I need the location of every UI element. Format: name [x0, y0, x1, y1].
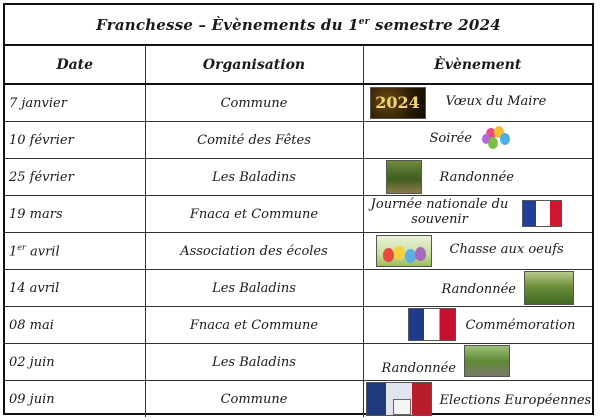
event-label: Journée nationale du souvenir [370, 197, 509, 227]
table-row [5, 122, 592, 159]
event-cell [363, 344, 592, 381]
organisation-cell: Les Baladins [145, 344, 363, 381]
document-title: Franchesse – Èvènements du 1er semestre 2024 [96, 15, 501, 34]
header-row [5, 46, 592, 84]
organisation-cell: Les Baladins [145, 270, 363, 307]
organisation-cell: Commune [145, 84, 363, 122]
table-row [5, 270, 592, 307]
tree-lined-road-image [464, 345, 510, 377]
event-label: Randonnée [441, 282, 516, 297]
date-cell: 10 février [5, 122, 145, 159]
french-flag-image [522, 200, 562, 227]
header-organisation: Organisation [145, 46, 363, 84]
event-cell [363, 381, 592, 418]
event-cell [363, 84, 592, 122]
date-cell: 19 mars [5, 196, 145, 233]
date-cell: 14 avril [5, 270, 145, 307]
table-row [5, 84, 592, 122]
table-row [5, 233, 592, 270]
events-table-frame [3, 3, 594, 415]
table-row [5, 196, 592, 233]
countryside-path-image [524, 271, 574, 305]
events-table [5, 46, 592, 417]
header-evenement: Èvènement [363, 46, 592, 84]
organisation-cell: Fnaca et Commune [145, 307, 363, 344]
event-cell [363, 270, 592, 307]
event-label: Randonnée [381, 361, 456, 376]
organisation-cell: Association des écoles [145, 233, 363, 270]
date-cell: 1er avril [5, 233, 145, 270]
event-label: Elections Européennes [439, 393, 592, 408]
header-date: Date [5, 46, 145, 84]
event-label: Soirée [429, 131, 472, 146]
event-cell [363, 233, 592, 270]
date-cell: 08 mai [5, 307, 145, 344]
organisation-cell: Fnaca et Commune [145, 196, 363, 233]
ballot-box-image [366, 382, 432, 416]
date-cell: 25 février [5, 159, 145, 196]
easter-eggs-image [376, 235, 432, 267]
balloons-image [480, 124, 514, 156]
organisation-cell: Les Baladins [145, 159, 363, 196]
table-row [5, 307, 592, 344]
table-row [5, 159, 592, 196]
event-cell [363, 159, 592, 196]
forest-path-image [386, 160, 422, 194]
event-cell [363, 307, 592, 344]
date-cell: 02 juin [5, 344, 145, 381]
event-cell [363, 122, 592, 159]
title-row [5, 5, 592, 46]
event-label: Chasse aux oeufs [449, 242, 564, 257]
organisation-cell: Comité des Fêtes [145, 122, 363, 159]
commemoration-flags-image [408, 308, 456, 341]
event-cell [363, 196, 592, 233]
table-row [5, 381, 592, 418]
event-label: Vœux du Maire [445, 94, 547, 109]
event-label: Randonnée [439, 170, 514, 185]
date-cell: 09 juin [5, 381, 145, 418]
organisation-cell: Commune [145, 381, 363, 418]
table-row [5, 344, 592, 381]
fireworks-2024-image: 2024 [370, 87, 426, 119]
date-cell: 7 janvier [5, 84, 145, 122]
event-label: Commémoration [465, 318, 576, 333]
